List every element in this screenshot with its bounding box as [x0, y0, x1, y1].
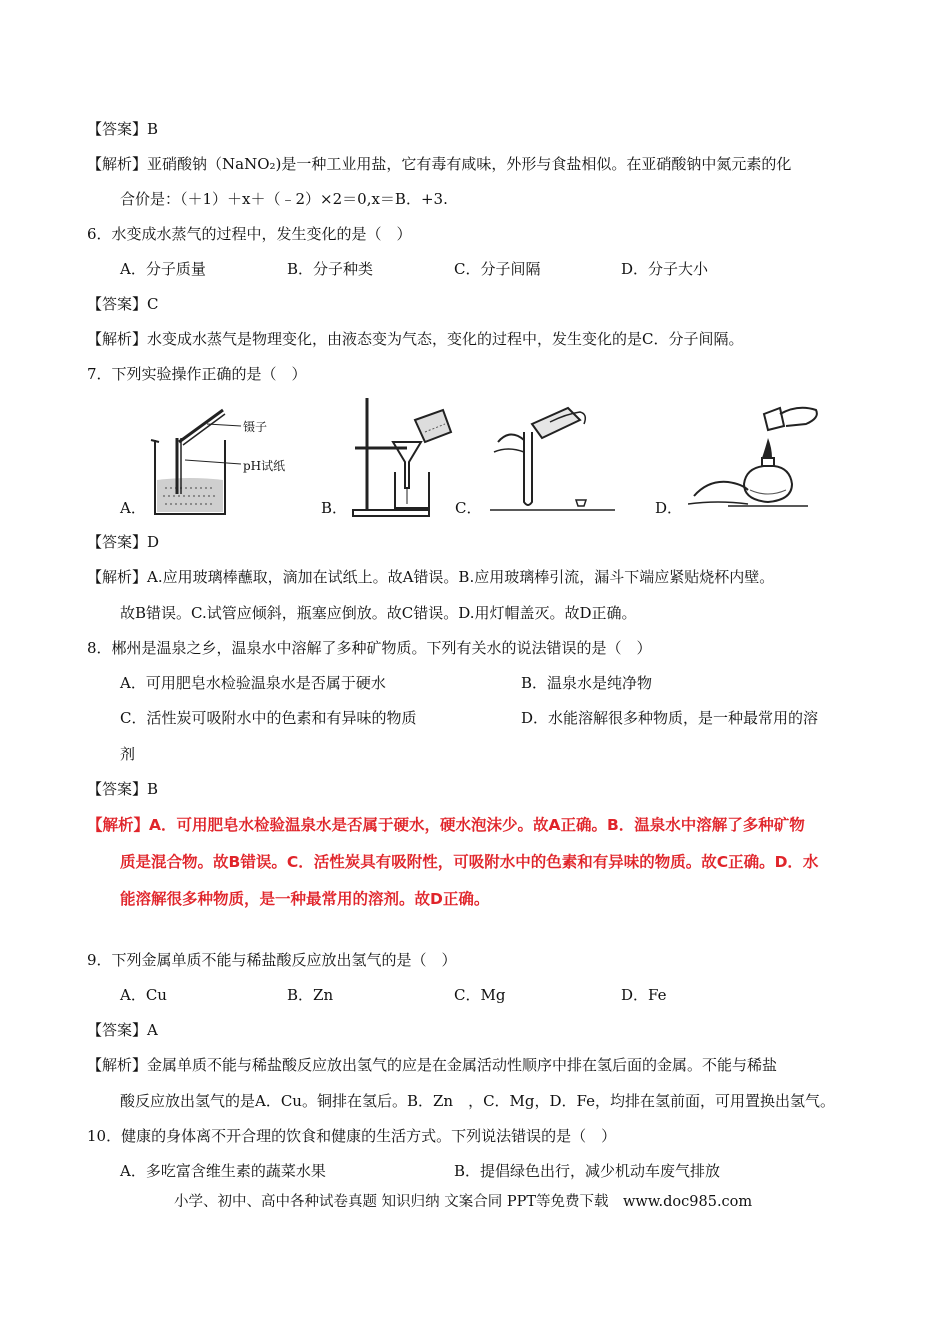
figure-b-filtration-image: [345, 392, 455, 520]
q5-explain-line1: 【解析】亚硝酸钠（NaNO₂)是一种工业用盐，它有毒有咸味，外形与食盐相似。在亚硝酸钠中氮元素的化: [87, 155, 792, 173]
q10-stem: 10．健康的身体离不开合理的饮食和健康的生活方式。下列说法错误的是（ ）: [87, 1127, 617, 1145]
q8-option-a: A．可用肥皂水检验温泉水是否属于硬水: [120, 674, 386, 692]
figure-d-alcohol-lamp-image: [688, 400, 828, 516]
q10-option-a: A．多吃富含维生素的蔬菜水果: [120, 1162, 326, 1180]
q8-option-b: B．温泉水是纯净物: [521, 674, 653, 692]
figure-d-label: D．: [655, 499, 683, 517]
q6-answer: 【答案】C: [87, 295, 159, 313]
q6-option-a: A．分子质量: [120, 260, 206, 278]
q8-answer: 【答案】B: [87, 780, 159, 798]
q9-option-c: C．Mg: [454, 986, 506, 1004]
q6-explain: 【解析】水变成水蒸气是物理变化，由液态变为气态，变化的过程中，发生变化的是C．分子间隔。: [87, 330, 744, 348]
figure-b-label: B．: [321, 499, 348, 517]
q7-answer: 【答案】D: [87, 533, 160, 551]
q8-option-d-line2: 剂: [120, 745, 136, 763]
figure-a-label: A．: [120, 499, 146, 517]
q7-explain-line2: 故B错误。C.试管应倾斜，瓶塞应倒放。故C错误。D.用灯帽盖灭。故D正确。: [120, 604, 637, 622]
figure-c-pouring-image: [490, 402, 615, 514]
figure-c-label: C．: [455, 499, 482, 517]
page-footer: 小学、初中、高中各种试卷真题 知识归纳 文案合同 PPT等免费下载 www.doc985.com: [174, 1194, 753, 1210]
q5-explain-line2: 合价是：（＋1）＋x＋（﹣2）×2＝0,x＝B．+3.: [120, 190, 448, 208]
q6-stem: 6．水变成水蒸气的过程中，发生变化的是（ ）: [87, 225, 412, 243]
figure-a-ph-paper-label: pH试纸: [243, 459, 286, 473]
q6-option-b: B．分子种类: [287, 260, 374, 278]
q8-option-c: C．活性炭可吸附水中的色素和有异味的物质: [120, 709, 417, 727]
q8-option-d-line1: D．水能溶解很多种物质，是一种最常用的溶: [521, 709, 819, 727]
q9-option-b: B．Zn: [287, 986, 334, 1004]
q9-option-d: D．Fe: [621, 986, 667, 1004]
q8-stem: 8．郴州是温泉之乡，温泉水中溶解了多种矿物质。下列有关水的说法错误的是（ ）: [87, 639, 652, 657]
q6-option-c: C．分子间隔: [454, 260, 541, 278]
q8-explain-line2: 质是混合物。故B错误。C．活性炭具有吸附性，可吸附水中的色素和有异味的物质。故C正确。D．水: [120, 853, 819, 871]
q6-option-d: D．分子大小: [621, 260, 709, 278]
q7-stem: 7．下列实验操作正确的是（ ）: [87, 365, 307, 383]
q10-option-b: B．提倡绿色出行，减少机动车废气排放: [454, 1162, 721, 1180]
q9-explain-line2: 酸反应放出氢气的是A．Cu。铜排在氢后。B．Zn ，C．Mg，D．Fe，均排在氢前面，可用置换出氢气。: [120, 1092, 836, 1110]
q7-explain-line1: 【解析】A.应用玻璃棒蘸取，滴加在试纸上。故A错误。B.应用玻璃棒引流，漏斗下端应紧贴烧杯内壁。: [87, 568, 775, 586]
q5-answer: 【答案】B: [87, 120, 159, 138]
q8-explain-line3: 能溶解很多种物质，是一种最常用的溶剂。故D正确。: [120, 890, 490, 908]
q8-explain-line1: 【解析】A．可用肥皂水检验温泉水是否属于硬水，硬水泡沫少。故A正确。B．温泉水中溶解了多种矿物: [87, 816, 805, 834]
q9-option-a: A．Cu: [120, 986, 167, 1004]
q9-explain-line1: 【解析】金属单质不能与稀盐酸反应放出氢气的应是在金属活动性顺序中排在氢后面的金属。不能与稀盐: [87, 1056, 778, 1074]
q9-stem: 9．下列金属单质不能与稀盐酸反应放出氢气的是（ ）: [87, 951, 457, 969]
figure-a-tweezers-label: 镊子: [243, 420, 268, 434]
q9-answer: 【答案】A: [87, 1021, 158, 1039]
